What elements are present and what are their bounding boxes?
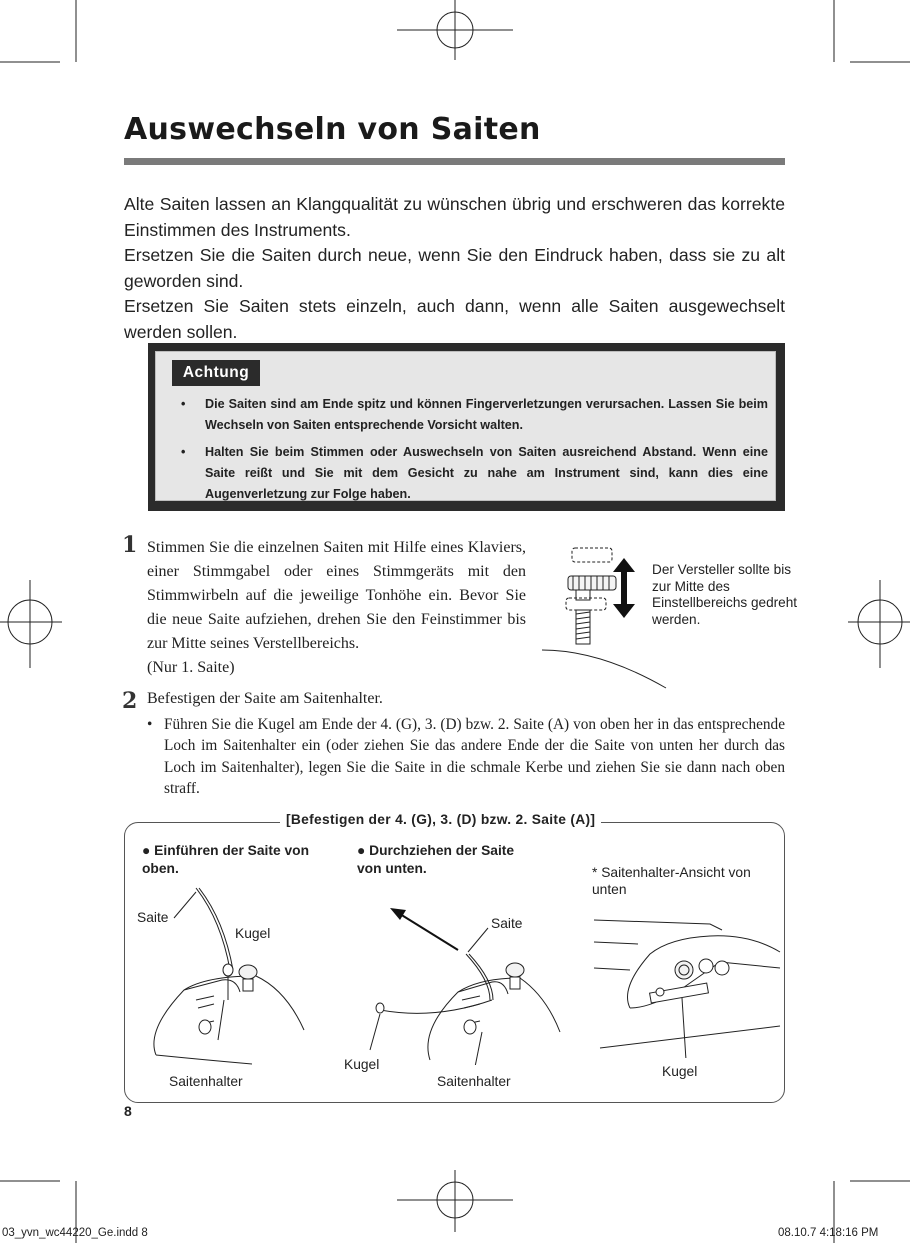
col2-heading: ● Durchziehen der Saite von unten. (357, 843, 515, 876)
step-number: 2 (122, 688, 138, 714)
intro-paragraph: Ersetzen Sie Saiten stets einzeln, auch dann, wenn alle Saiten ausgewechselt werden sollen. (124, 296, 785, 342)
page-title: Auswechseln von Saiten (124, 112, 541, 147)
intro-paragraph: Alte Saiten lassen an Klangqualität zu wünschen übrig und erschweren das korrekte Einstimmen des Instruments. (124, 194, 785, 240)
slug-timestamp: 08.10.7 4:18:16 PM (778, 1227, 879, 1239)
string-line (380, 1000, 492, 1013)
step1-text: Stimmen Sie die einzelnen Saiten mit Hilfe eines Klaviers, einer Stimmgabel oder eines Stimmgeräts mit den Stimmwirbeln auf die jeweilige Tonhöhe ein. Bevor Sie die neue Saite aufziehen, drehen Sie den Feinstimmer bis zur Mitte seines Verstellbereichs. (Nur 1. Saite) (147, 536, 526, 680)
intro-paragraph: Ersetzen Sie die Saiten durch neue, wenn Sie den Eindruck haben, dass sie zu alt geworden sind. (124, 245, 785, 291)
slug-filename: 03_yvn_wc44220_Ge.indd 8 (2, 1227, 148, 1239)
title-rule (124, 158, 785, 165)
fine-tuner-knob (675, 961, 693, 979)
tailpiece-underside-figure (590, 908, 782, 1058)
ball-end (223, 964, 233, 976)
page-number: 8 (124, 1103, 132, 1119)
caution-label: Achtung (172, 360, 260, 386)
fine-tuner-figure (540, 540, 670, 692)
bullet-icon: • (147, 716, 153, 733)
ball-end (376, 1003, 384, 1013)
bullet-icon: • (181, 445, 186, 459)
tuner-screw-top-dashed (572, 548, 612, 562)
step1-note: (Nur 1. Saite) (147, 659, 235, 676)
label-saite: Saite (137, 910, 169, 925)
label-saitenhalter: Saitenhalter (169, 1074, 243, 1089)
caution-list (178, 394, 768, 511)
ball-end (656, 988, 664, 996)
label-kugel: Kugel (344, 1057, 380, 1072)
fine-tuner-knob (239, 965, 257, 979)
string-line (196, 888, 230, 970)
caution-item: • Halten Sie beim Stimmen oder Auswechseln von Saiten ausreichend Abstand. Wenn eine Saite reißt und Sie mit dem Gesicht zu nahe am Instrument sind, kann dies eine Augenverletzung zur Folge haben. (178, 442, 768, 505)
col3-heading: * Saitenhalter-Ansicht von unten (592, 865, 751, 897)
string-pull-from-bottom-figure (340, 900, 570, 1065)
bullet-icon: • (181, 397, 186, 411)
label-kugel: Kugel (235, 926, 271, 941)
col1-heading: ● Einführen der Saite von oben. (142, 843, 310, 876)
fine-tuner-knob (506, 963, 524, 977)
adjuster-caption: Der Versteller sollte bis zur Mitte des Einstellbereichs gedreht werden. (652, 562, 798, 627)
label-saite: Saite (491, 916, 523, 931)
caution-item: • Die Saiten sind am Ende spitz und können Fingerverletzungen verursachen. Lassen Sie beim Wechseln von Saiten entsprechende Vorsicht walten. (178, 394, 768, 436)
panel-title: [Befestigen der 4. (G), 3. (D) bzw. 2. Saite (A)] (280, 812, 601, 827)
string-insert-from-top-figure (126, 880, 326, 1065)
step2-text: Befestigen der Saite am Saitenhalter. (147, 690, 383, 707)
tailpiece-edge (542, 650, 666, 688)
step-number: 1 (122, 532, 138, 558)
label-saitenhalter: Saitenhalter (437, 1074, 511, 1089)
label-kugel: Kugel (662, 1064, 698, 1079)
pull-arrow-icon (390, 908, 458, 950)
step2-bullet: • Führen Sie die Kugel am Ende der 4. (G), 3. (D) bzw. 2. Saite (A) von oben her in das entsprechende Loch im Saitenhalter ein (oder ziehen Sie das andere Ende der die Saite von unten her durch das Loch im Saitenhalter), legen Sie die Saite in die schmale Kerbe und ziehen Sie sie dann nach oben straff. (147, 716, 785, 797)
intro-text (124, 192, 785, 345)
